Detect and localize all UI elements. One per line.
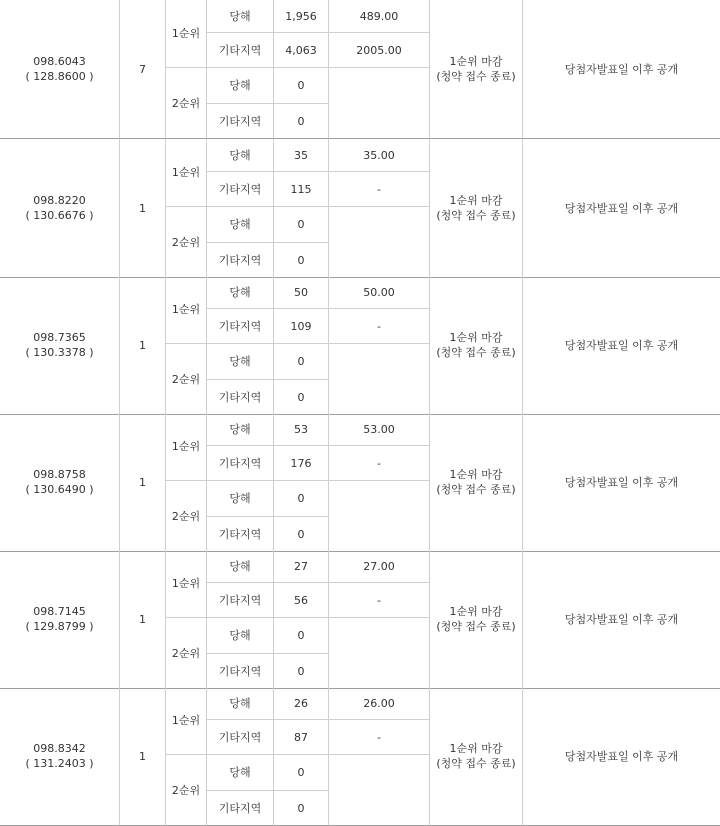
second-ratio-empty [329, 618, 430, 689]
region-other-label: 기타지역 [207, 791, 274, 826]
status-cell-line-1: 1순위 마감 [449, 468, 503, 481]
area-cell-line-2: ( 129.8799 ) [25, 620, 94, 633]
area-cell-line-2: ( 130.6676 ) [25, 209, 94, 222]
first-other-count: 115 [274, 172, 329, 207]
status-cell-line-2: (청약 접수 종료) [436, 209, 516, 222]
second-other-count: 0 [274, 654, 329, 689]
region-local-label: 당해 [207, 68, 274, 104]
first-other-ratio: - [329, 446, 430, 481]
units-cell: 1 [120, 550, 166, 689]
second-ratio-empty [329, 481, 430, 552]
rank-first-label: 1순위 [166, 413, 207, 481]
units-cell: 7 [120, 0, 166, 139]
second-other-count: 0 [274, 243, 329, 278]
area-cell [0, 413, 120, 552]
first-other-count: 4,063 [274, 33, 329, 68]
region-local-label: 당해 [207, 618, 274, 654]
units-cell: 1 [120, 413, 166, 552]
region-other-label: 기타지역 [207, 309, 274, 344]
status-cell-line-2: (청약 접수 종료) [436, 70, 516, 83]
area-cell-line-1: 098.8342 [33, 742, 86, 755]
second-other-count: 0 [274, 104, 329, 139]
first-other-count: 87 [274, 720, 329, 755]
first-local-count: 26 [274, 687, 329, 720]
status-cell [430, 413, 523, 552]
status-cell-line-2: (청약 접수 종료) [436, 346, 516, 359]
second-ratio-empty [329, 344, 430, 415]
rank-second-label: 2순위 [166, 344, 207, 415]
first-local-ratio: 26.00 [329, 687, 430, 720]
first-local-ratio: 489.00 [329, 0, 430, 33]
region-other-label: 기타지역 [207, 654, 274, 689]
region-local-label: 당해 [207, 139, 274, 172]
area-cell [0, 139, 120, 278]
region-local-label: 당해 [207, 481, 274, 517]
region-other-label: 기타지역 [207, 243, 274, 278]
first-local-ratio: 53.00 [329, 413, 430, 446]
status-cell-line-2: (청약 접수 종료) [436, 620, 516, 633]
second-ratio-empty [329, 207, 430, 278]
area-cell-line-2: ( 130.6490 ) [25, 483, 94, 496]
status-cell [430, 276, 523, 415]
region-local-label: 당해 [207, 0, 274, 33]
second-other-count: 0 [274, 517, 329, 552]
first-other-count: 109 [274, 309, 329, 344]
rank-first-label: 1순위 [166, 550, 207, 618]
region-local-label: 당해 [207, 207, 274, 243]
first-local-count: 50 [274, 276, 329, 309]
status-cell-line-2: (청약 접수 종료) [436, 757, 516, 770]
first-other-ratio: - [329, 720, 430, 755]
first-local-ratio: 50.00 [329, 276, 430, 309]
first-local-count: 1,956 [274, 0, 329, 33]
area-cell [0, 687, 120, 826]
first-other-count: 176 [274, 446, 329, 481]
units-cell: 1 [120, 276, 166, 415]
area-cell [0, 550, 120, 689]
region-other-label: 기타지역 [207, 446, 274, 481]
status-cell-line-1: 1순위 마감 [449, 194, 503, 207]
status-cell-line-1: 1순위 마감 [449, 55, 503, 68]
first-other-ratio: - [329, 309, 430, 344]
second-local-count: 0 [274, 207, 329, 243]
announcement-cell: 당첨자발표일 이후 공개 [523, 413, 720, 552]
area-cell-line-2: ( 131.2403 ) [25, 757, 94, 770]
region-local-label: 당해 [207, 344, 274, 380]
first-local-ratio: 27.00 [329, 550, 430, 583]
second-other-count: 0 [274, 791, 329, 826]
units-cell: 1 [120, 139, 166, 278]
second-local-count: 0 [274, 481, 329, 517]
second-local-count: 0 [274, 618, 329, 654]
first-other-count: 56 [274, 583, 329, 618]
status-cell [430, 139, 523, 278]
second-other-count: 0 [274, 380, 329, 415]
area-cell-line-1: 098.7145 [33, 605, 86, 618]
region-other-label: 기타지역 [207, 33, 274, 68]
region-local-label: 당해 [207, 687, 274, 720]
region-local-label: 당해 [207, 413, 274, 446]
status-cell-line-1: 1순위 마감 [449, 742, 503, 755]
area-cell-line-1: 098.8758 [33, 468, 86, 481]
first-local-count: 35 [274, 139, 329, 172]
status-cell-line-1: 1순위 마감 [449, 605, 503, 618]
rank-first-label: 1순위 [166, 276, 207, 344]
first-other-ratio: - [329, 172, 430, 207]
status-cell-line-2: (청약 접수 종료) [436, 483, 516, 496]
area-cell [0, 0, 120, 139]
status-cell-line-1: 1순위 마감 [449, 331, 503, 344]
area-cell-line-2: ( 128.8600 ) [25, 70, 94, 83]
second-ratio-empty [329, 755, 430, 826]
area-cell-line-1: 098.7365 [33, 331, 86, 344]
area-cell-line-1: 098.6043 [33, 55, 86, 68]
region-other-label: 기타지역 [207, 380, 274, 415]
status-cell [430, 687, 523, 826]
announcement-cell: 당첨자발표일 이후 공개 [523, 550, 720, 689]
region-local-label: 당해 [207, 755, 274, 791]
region-other-label: 기타지역 [207, 583, 274, 618]
rank-second-label: 2순위 [166, 207, 207, 278]
announcement-cell: 당첨자발표일 이후 공개 [523, 687, 720, 826]
second-local-count: 0 [274, 68, 329, 104]
region-other-label: 기타지역 [207, 720, 274, 755]
rank-first-label: 1순위 [166, 139, 207, 207]
region-other-label: 기타지역 [207, 517, 274, 552]
announcement-cell: 당첨자발표일 이후 공개 [523, 139, 720, 278]
region-other-label: 기타지역 [207, 172, 274, 207]
rank-first-label: 1순위 [166, 687, 207, 755]
rank-second-label: 2순위 [166, 68, 207, 139]
first-local-count: 53 [274, 413, 329, 446]
first-other-ratio: - [329, 583, 430, 618]
region-local-label: 당해 [207, 276, 274, 309]
second-local-count: 0 [274, 755, 329, 791]
units-cell: 1 [120, 687, 166, 826]
announcement-cell: 당첨자발표일 이후 공개 [523, 0, 720, 139]
rank-second-label: 2순위 [166, 755, 207, 826]
area-cell [0, 276, 120, 415]
rank-first-label: 1순위 [166, 0, 207, 68]
first-local-count: 27 [274, 550, 329, 583]
region-local-label: 당해 [207, 550, 274, 583]
first-local-ratio: 35.00 [329, 139, 430, 172]
status-cell [430, 550, 523, 689]
first-other-ratio: 2005.00 [329, 33, 430, 68]
status-cell [430, 0, 523, 139]
area-cell-line-1: 098.8220 [33, 194, 86, 207]
rank-second-label: 2순위 [166, 618, 207, 689]
announcement-cell: 당첨자발표일 이후 공개 [523, 276, 720, 415]
second-ratio-empty [329, 68, 430, 139]
area-cell-line-2: ( 130.3378 ) [25, 346, 94, 359]
second-local-count: 0 [274, 344, 329, 380]
region-other-label: 기타지역 [207, 104, 274, 139]
rank-second-label: 2순위 [166, 481, 207, 552]
